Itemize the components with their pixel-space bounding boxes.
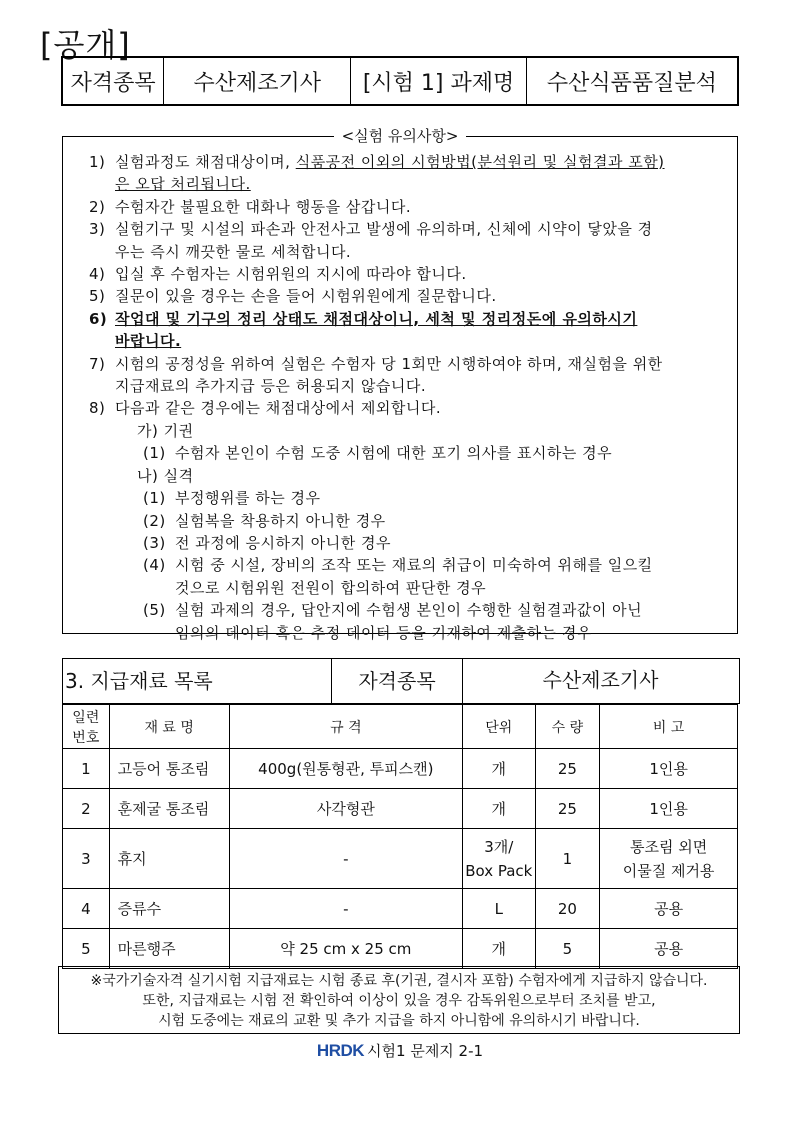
notice-item: 1) 실험과정도 채점대상이며, 식품공전 이외의 시험방법(분석원리 및 실험결과 포함) 은 오답 처리됩니다. <box>89 153 665 194</box>
qual-label: 자격종목 <box>62 57 164 105</box>
footnote-line: 또한, 지급재료는 시험 전 확인하여 이상이 있을 경우 감독위원으로부터 조치를 받고, <box>142 993 656 1009</box>
sub-item: (1) 부정행위를 하는 경우 <box>143 489 321 508</box>
table-row: 3 휴지 - 3개/ Box Pack 1 통조림 외면 이물질 제거용 <box>63 829 738 889</box>
notice-item: 3) 실험기구 및 시설의 파손과 안전사고 발생에 유의하며, 신체에 시약이 닿았을 경 우는 즉시 깨끗한 물로 세척합니다. <box>89 220 653 261</box>
header-table <box>61 56 739 106</box>
footnote-box <box>58 966 740 1034</box>
col-header-unit: 단위 <box>462 705 535 749</box>
col-header-note: 비 고 <box>600 705 738 749</box>
sub-item: (5) 실험 과제의 경우, 답안지에 수험생 본인이 수행한 실험결과값이 아닌 임의의 데이터 혹은 추정 데이터 등을 기재하여 제출하는 경우 <box>143 601 643 642</box>
table-header-row <box>63 705 738 749</box>
table-row: 4 증류수 - L 20 공용 <box>63 889 738 929</box>
table-row: 5 마른행주 약 25 cm x 25 cm 개 5 공용 <box>63 929 738 969</box>
sub-heading-withdraw: 가) 기권 <box>137 421 194 440</box>
exam-value: 수산식품품질분석 <box>526 57 738 105</box>
qual-value: 수산제조기사 <box>164 57 351 105</box>
sub-item: (4) 시험 중 시설, 장비의 조작 또는 재료의 취급이 미숙하여 위해를 일으킬 것으로 시험위원 전원이 합의하여 판단한 경우 <box>143 556 653 597</box>
sub-item: (2) 실험복을 착용하지 아니한 경우 <box>143 511 386 530</box>
col-header-qty: 수 량 <box>535 705 600 749</box>
table-row: 2 훈제굴 통조림 사각형관 개 25 1인용 <box>63 789 738 829</box>
notice-item: 4) 입실 후 수험자는 시험위원의 지시에 따라야 합니다. <box>89 265 467 284</box>
materials-table <box>62 704 738 969</box>
notice-box <box>62 127 738 642</box>
page-footer <box>0 1040 800 1061</box>
public-label: [공개] <box>40 26 131 64</box>
footnote-line: ※국가기술자격 실기시험 지급재료는 시험 종료 후(기권, 결시자 포함) 수험자에게 지급하지 않습니다. <box>90 973 708 989</box>
section-qual-value: 수산제조기사 <box>542 668 659 692</box>
section-qual-label: 자격종목 <box>331 658 463 704</box>
notice-title: <실험 유의사항> <box>63 125 737 146</box>
notice-list <box>89 151 731 644</box>
section-title: 3. 지급재료 목록 <box>63 659 333 703</box>
sub-item: (1) 수험자 본인이 수험 도중 시험에 대한 포기 의사를 표시하는 경우 <box>143 444 613 463</box>
sub-item: (3) 전 과정에 응시하지 아니한 경우 <box>143 533 391 552</box>
footnote-line: 시험 도중에는 재료의 교환 및 추가 지급을 하지 아니함에 유의하시기 바랍니다. <box>158 1013 640 1029</box>
hrdk-logo: HRDK <box>316 1041 365 1060</box>
notice-item: 2) 수험자간 불필요한 대화나 행동을 삼갑니다. <box>89 197 412 216</box>
exam-label: [시험 1] 과제명 <box>351 57 526 105</box>
col-header-no: 일련 번호 <box>63 705 110 749</box>
page-number: 시험1 문제지 2-1 <box>367 1042 484 1060</box>
notice-item: 5) 질문이 있을 경우는 손을 들어 시험위원에게 질문합니다. <box>89 287 497 306</box>
sub-heading-disqualify: 나) 실격 <box>137 466 194 485</box>
col-header-name: 재 료 명 <box>109 705 229 749</box>
col-header-spec: 규 격 <box>229 705 462 749</box>
notice-item-emphasis: 6) 작업대 및 기구의 정리 상태도 채점대상이니, 세척 및 정리정돈에 유의하시기 바랍니다. <box>89 309 638 351</box>
notice-item: 7) 시험의 공정성을 위하여 실험은 수험자 당 1회만 시행하여야 하며, 재실험을 위한 지급재료의 추가지급 등은 허용되지 않습니다. <box>89 354 663 396</box>
table-row: 1 고등어 통조림 400g(원통형관, 투피스캔) 개 25 1인용 <box>63 749 738 789</box>
materials-section-header <box>62 658 740 704</box>
notice-item: 8) 다음과 같은 경우에는 채점대상에서 제외합니다. <box>89 399 442 418</box>
